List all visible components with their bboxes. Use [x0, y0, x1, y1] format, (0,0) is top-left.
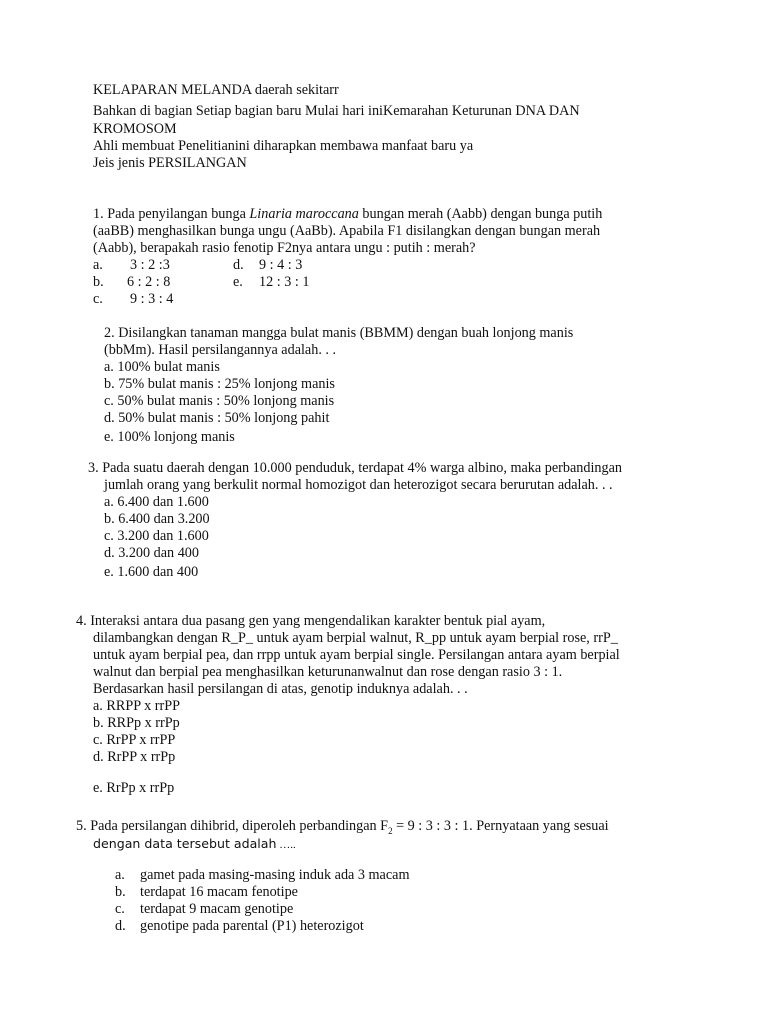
option-letter: d.	[233, 257, 244, 273]
question-4-text: untuk ayam berpial pea, dan rrpp untuk ayam berpial single. Persilangan antara ayam berpial	[93, 647, 620, 663]
question-4-text: 4. Interaksi antara dua pasang gen yang mengendalikan karakter bentuk pial ayam,	[76, 613, 546, 629]
question-5-text: 5. Pada persilangan dihibrid, diperoleh perbandingan $F_2 = 9$ : 3 : 3 : 1. Pernyataan yang sesuai	[76, 818, 609, 836]
option-item: e. 1.600 dan 400	[104, 564, 199, 580]
option-item: e. RrPp x rrPp	[93, 780, 175, 796]
question-3-text: 3. Pada suatu daerah dengan 10.000 penduduk, terdapat 4% warga albino, maka perbandingan	[88, 460, 622, 476]
option-text: 3 : 2 :3	[130, 257, 170, 273]
option-letter: d.	[115, 918, 126, 934]
question-1-text: 1. Pada penyilangan bunga Linaria maroccana bungan merah (Aabb) dengan bunga putih	[93, 206, 603, 222]
question-2-text: 2. Disilangkan tanaman mangga bulat manis (BBMM) dengan buah lonjong manis	[104, 325, 574, 341]
option-item: d. 50% bulat manis : 50% lonjong pahit	[104, 410, 330, 426]
question-4-text: dilambangkan dengan R_P_ untuk ayam berpial walnut, R_pp untuk ayam berpial rose, rrP_	[93, 630, 618, 646]
option-item: a. 100% bulat manis	[104, 359, 220, 375]
option-text: gamet pada masing-masing induk ada 3 macam	[140, 867, 410, 883]
question-4-text: Berdasarkan hasil persilangan di atas, genotip induknya adalah. . .	[93, 681, 468, 697]
option-letter: e.	[233, 274, 243, 290]
option-text: terdapat 9 macam genotipe	[140, 901, 294, 917]
option-item: c. 3.200 dan 1.600	[104, 528, 209, 544]
question-4-text: walnut dan berpial pea menghasilkan keturunanwalnut dan rose dengan rasio 3 : 1.	[93, 664, 563, 680]
option-item: c. RrPP x rrPP	[93, 732, 176, 748]
option-letter: b.	[115, 884, 126, 900]
header-line: Ahli membuat Penelitianini diharapkan membawa manfaat baru ya	[93, 138, 474, 154]
option-letter: c.	[93, 291, 103, 307]
header-title: KELAPARAN MELANDA daerah sekitarr	[93, 82, 339, 98]
option-letter: b.	[93, 274, 104, 290]
question-3-text: jumlah orang yang berkulit normal homozigot dan heterozigot secara berurutan adalah. . .	[104, 477, 613, 493]
question-2-text: (bbMm). Hasil persilangannya adalah. . .	[104, 342, 337, 358]
header-line: Bahkan di bagian Setiap bagian baru Mulai hari iniKemarahan Keturunan DNA DAN	[93, 103, 580, 119]
option-text: genotipe pada parental (P1) heterozigot	[140, 918, 364, 934]
option-item: b. 75% bulat manis : 25% lonjong manis	[104, 376, 335, 392]
option-letter: a.	[93, 257, 103, 273]
header-line: KROMOSOM	[93, 121, 177, 137]
option-item: a. RRPP x rrPP	[93, 698, 180, 714]
option-text: 6 : 2 : 8	[127, 274, 171, 290]
option-text: terdapat 16 macam fenotipe	[140, 884, 298, 900]
option-letter: c.	[115, 901, 125, 917]
option-item: d. RrPP x rrPp	[93, 749, 176, 765]
option-item: d. 3.200 dan 400	[104, 545, 199, 561]
question-1-text: (Aabb), berapakah rasio fenotip F2nya antara ungu : putih : merah?	[93, 240, 476, 256]
option-text: 9 : 4 : 3	[259, 257, 303, 273]
option-item: b. RRPp x rrPp	[93, 715, 180, 731]
option-letter: a.	[115, 867, 125, 883]
section-title: Jeis jenis PERSILANGAN	[93, 155, 247, 171]
question-1-text: (aaBB) menghasilkan bunga ungu (AaBb). Apabila F1 disilangkan dengan bungan merah	[93, 223, 601, 239]
option-item: a. 6.400 dan 1.600	[104, 494, 209, 510]
option-item: e. 100% lonjong manis	[104, 429, 235, 445]
question-5-text: dengan data tersebut adalah …..	[93, 836, 296, 851]
option-text: 9 : 3 : 4	[130, 291, 174, 307]
option-item: b. 6.400 dan 3.200	[104, 511, 210, 527]
option-text: 12 : 3 : 1	[259, 274, 310, 290]
option-item: c. 50% bulat manis : 50% lonjong manis	[104, 393, 335, 409]
